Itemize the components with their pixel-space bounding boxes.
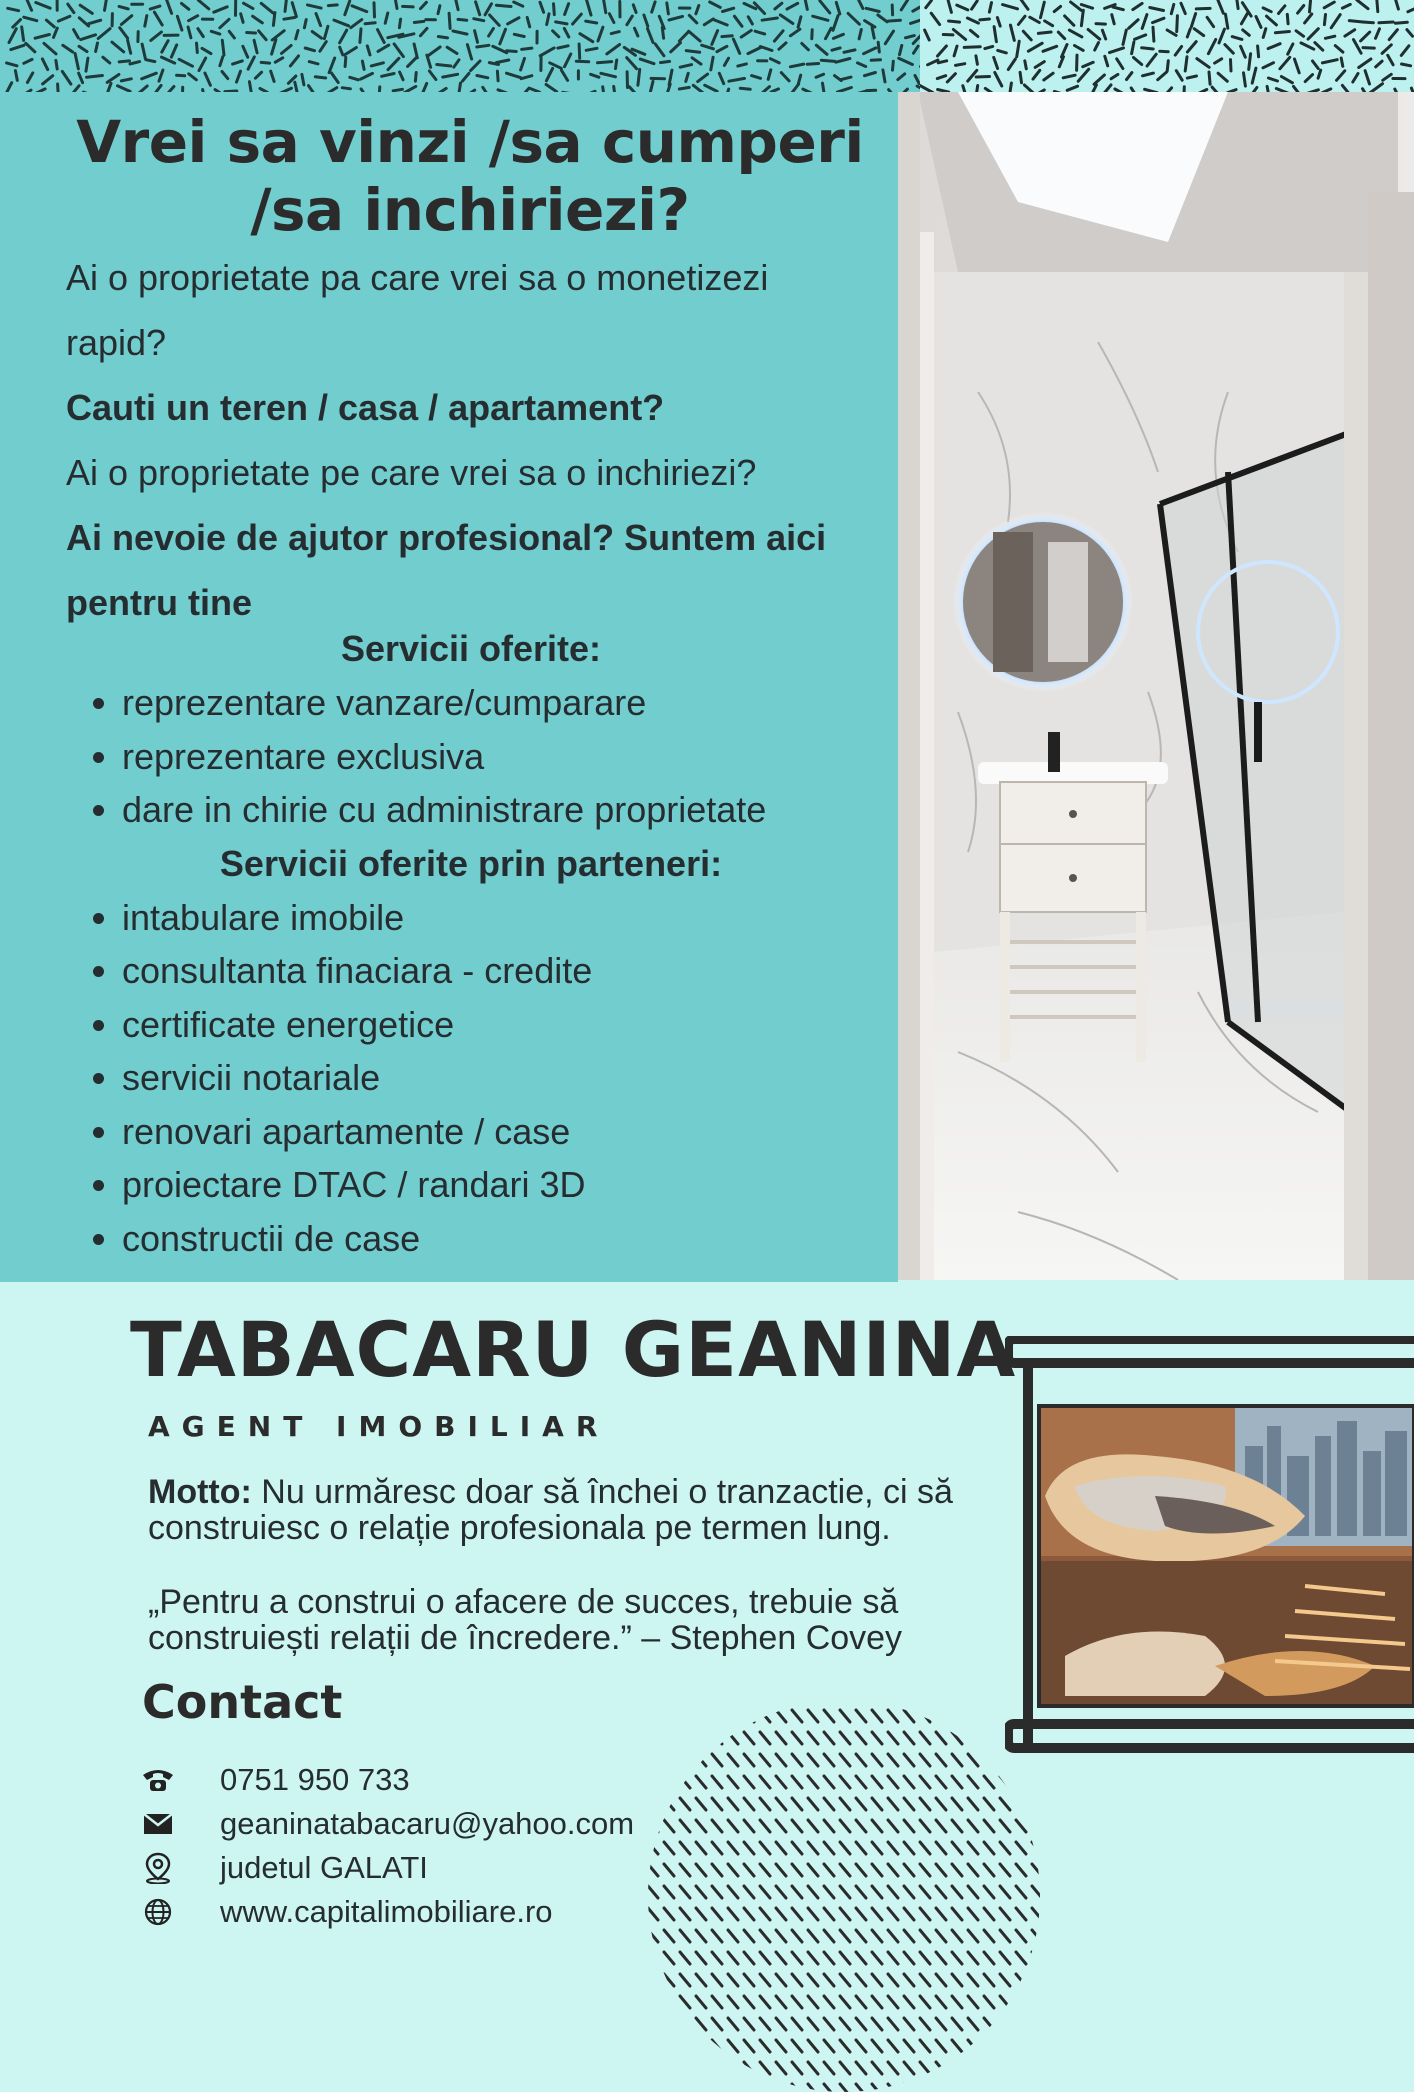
contact-email[interactable] (140, 1802, 700, 1846)
contact-list (140, 1758, 700, 1934)
service-item: • reprezentare exclusiva (122, 730, 876, 784)
partner-service-item: • intabulare imobile (122, 891, 876, 945)
partner-service-item: • proiectare DTAC / randari 3D (122, 1158, 876, 1212)
quote: „Pentru a construi o afacere de succes, trebuie să construiești relații de încredere.” – Stephen Covey (148, 1584, 1008, 1656)
hatch-pattern-circle (648, 1700, 1040, 2092)
motto-text: Nu urmăresc doar să închei o tranzactie, ci să construiesc o relație profesionala pe termen lung. (148, 1473, 953, 1547)
bathroom-illustration (898, 92, 1414, 1280)
globe-icon (140, 1894, 176, 1930)
partner-service-item: • renovari apartamente / case (122, 1105, 876, 1159)
contact-text: www.capitalimobiliare.ro (220, 1894, 553, 1930)
bedroom-illustration (1005, 1336, 1414, 1776)
partner-service-item: • consultanta finaciara - credite (122, 944, 876, 998)
speckle-pattern-svg (920, 0, 1414, 92)
contact-text: 0751 950 733 (220, 1762, 410, 1798)
partner-service-item: • certificate energetice (122, 998, 876, 1052)
partner-services-title: Servicii oferite prin parteneri: (66, 837, 876, 891)
motto-label: Motto: (148, 1473, 252, 1511)
intro-line: Ai o proprietate pe care vrei sa o inchiriezi? (66, 440, 876, 505)
service-item: • dare in chirie cu administrare proprietate (122, 783, 876, 837)
contact-phone[interactable] (140, 1758, 700, 1802)
hatch-pattern-svg (648, 1700, 1040, 2092)
contact-website[interactable] (140, 1890, 700, 1934)
envelope-icon (140, 1806, 176, 1842)
partner-services-list (66, 891, 876, 1266)
headline: Vrei sa vinzi /sa cumperi /sa inchiriezi? (60, 108, 880, 244)
motto (148, 1474, 1008, 1546)
services-section (66, 622, 876, 1265)
contact-text: judetul GALATI (220, 1850, 428, 1886)
contact-location (140, 1846, 700, 1890)
bedroom-photo-frame (1005, 1336, 1414, 1776)
intro-line: Ai o proprietate pa care vrei sa o monetizezi rapid? (66, 245, 876, 375)
services-title: Servicii oferite: (66, 622, 876, 676)
speckle-pattern-svg (0, 0, 920, 92)
services-list (66, 676, 876, 837)
contact-text: geaninatabacaru@yahoo.com (220, 1806, 634, 1842)
bathroom-photo (898, 92, 1414, 1280)
location-pin-icon (140, 1850, 176, 1886)
intro-text (66, 245, 876, 635)
phone-icon (140, 1762, 176, 1798)
contact-title: Contact (142, 1672, 342, 1732)
partner-service-item: • servicii notariale (122, 1051, 876, 1105)
intro-line-bold: Ai nevoie de ajutor profesional? Suntem aici pentru tine (66, 505, 876, 635)
speckle-pattern-left (0, 0, 920, 92)
speckle-pattern-right (920, 0, 1414, 92)
service-item: • reprezentare vanzare/cumparare (122, 676, 876, 730)
agent-name: TABACARU GEANINA (130, 1300, 1016, 1400)
intro-line-bold: Cauti un teren / casa / apartament? (66, 375, 876, 440)
agent-role: AGENT IMOBILIAR (148, 1410, 609, 1443)
partner-service-item: • constructii de case (122, 1212, 876, 1266)
